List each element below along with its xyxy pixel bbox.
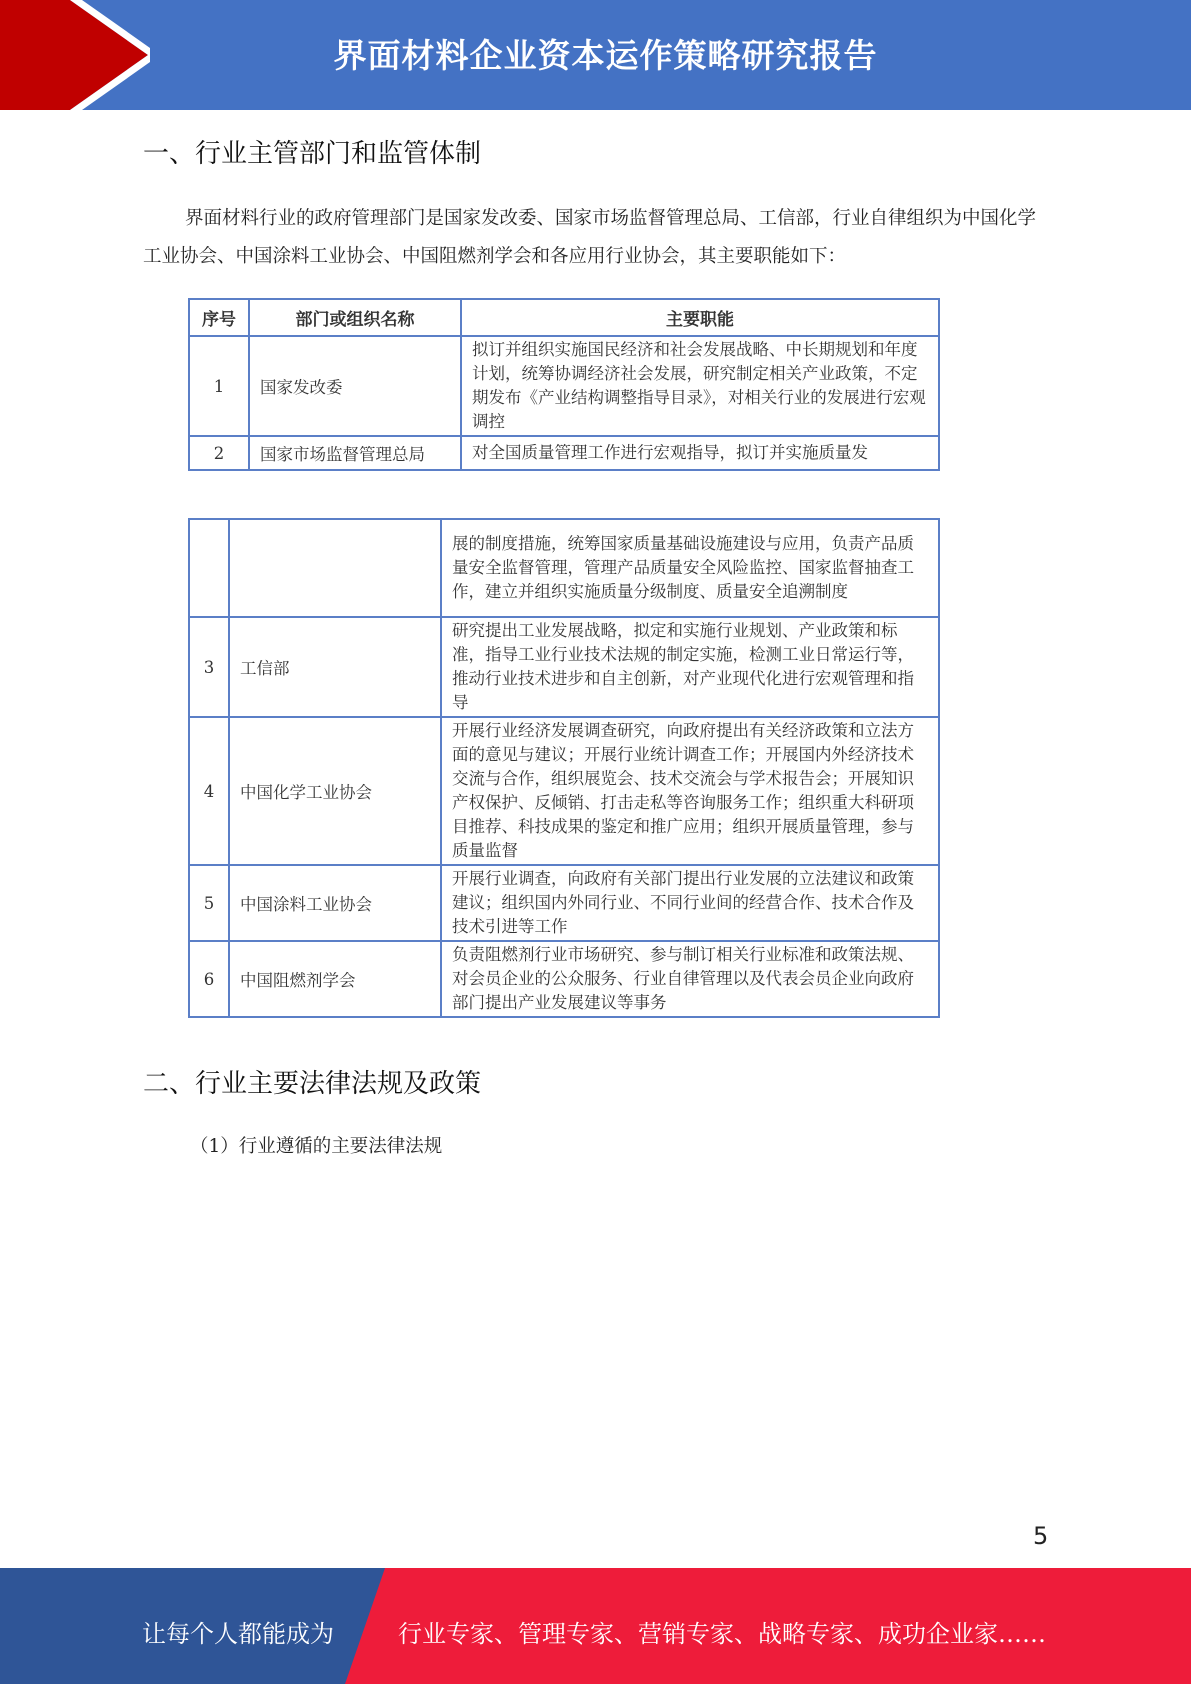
section-2-heading: 二、行业主要法律法规及政策 xyxy=(143,1069,482,1099)
table-row xyxy=(189,336,939,436)
footer-slogan-left: 让每个人都能成为 xyxy=(142,1620,334,1648)
row-name: 国家市场监督管理总局 xyxy=(249,436,461,470)
row-duty: 展的制度措施，统筹国家质量基础设施建设与应用，负责产品质量安全监督管理，管理产品质量安全风险监控、国家监督抽查工作，建立并组织实施质量分级制度、质量安全追溯制度 xyxy=(441,519,939,617)
header-name: 部门或组织名称 xyxy=(249,299,461,336)
table-row xyxy=(189,519,939,617)
row-name: 工信部 xyxy=(229,617,441,717)
page-number: 5 xyxy=(1033,1522,1049,1550)
section-1-heading: 一、行业主管部门和监管体制 xyxy=(143,139,482,169)
table-row xyxy=(189,941,939,1017)
row-number xyxy=(189,519,229,617)
table-row xyxy=(189,617,939,717)
duties-table-part-2 xyxy=(188,518,940,1018)
row-number: 3 xyxy=(189,617,229,717)
row-duty: 研究提出工业发展战略，拟定和实施行业规划、产业政策和标准，指导工业行业技术法规的制定实施，检测工业日常运行等，推动行业技术进步和自主创新，对产业现代化进行宏观管理和指导 xyxy=(441,617,939,717)
row-duty: 开展行业调查，向政府有关部门提出行业发展的立法建议和政策建议；组织国内外同行业、不同行业间的经营合作、技术合作及技术引进等工作 xyxy=(441,865,939,941)
section-2-subheading: （1）行业遵循的主要法律法规 xyxy=(190,1136,443,1157)
table-header-row xyxy=(189,299,939,336)
table-row xyxy=(189,436,939,470)
row-number: 4 xyxy=(189,717,229,865)
row-duty: 开展行业经济发展调查研究，向政府提出有关经济政策和立法方面的意见与建议；开展行业统计调查工作；开展国内外经济技术交流与合作，组织展览会、技术交流会与学术报告会；开展知识产权保护、反倾销、打击走私等咨询服务工作；组织重大科研项目推荐、科技成果的鉴定和推广应用；组织开展质量管理，参与质量监督 xyxy=(441,717,939,865)
row-number: 6 xyxy=(189,941,229,1017)
row-duty: 负责阻燃剂行业市场研究、参与制订相关行业标准和政策法规、对会员企业的公众服务、行业自律管理以及代表会员企业向政府部门提出产业发展建议等事务 xyxy=(441,941,939,1017)
section-1-paragraph: 界面材料行业的政府管理部门是国家发改委、国家市场监督管理总局、工信部，行业自律组织为中国化学工业协会、中国涂料工业协会、中国阻燃剂学会和各应用行业协会，其主要职能如下： xyxy=(143,208,1037,267)
row-number: 2 xyxy=(189,436,249,470)
table-row xyxy=(189,717,939,865)
row-name xyxy=(229,519,441,617)
header-number: 序号 xyxy=(189,299,249,336)
row-name: 中国阻燃剂学会 xyxy=(229,941,441,1017)
row-number: 5 xyxy=(189,865,229,941)
table-row xyxy=(189,865,939,941)
row-name: 中国化学工业协会 xyxy=(229,717,441,865)
row-name: 国家发改委 xyxy=(249,336,461,436)
row-number: 1 xyxy=(189,336,249,436)
report-title: 界面材料企业资本运作策略研究报告 xyxy=(333,36,878,75)
row-duty: 拟订并组织实施国民经济和社会发展战略、中长期规划和年度计划，统筹协调经济社会发展，研究制定相关产业政策，不定期发布《产业结构调整指导目录》，对相关行业的发展进行宏观调控 xyxy=(461,336,939,436)
header-duty: 主要职能 xyxy=(461,299,939,336)
footer-slogan-right: 行业专家、管理专家、营销专家、战略专家、成功企业家…… xyxy=(398,1620,1046,1648)
row-name: 中国涂料工业协会 xyxy=(229,865,441,941)
row-duty: 对全国质量管理工作进行宏观指导，拟订并实施质量发 xyxy=(461,436,939,470)
duties-table-part-1 xyxy=(188,298,940,471)
